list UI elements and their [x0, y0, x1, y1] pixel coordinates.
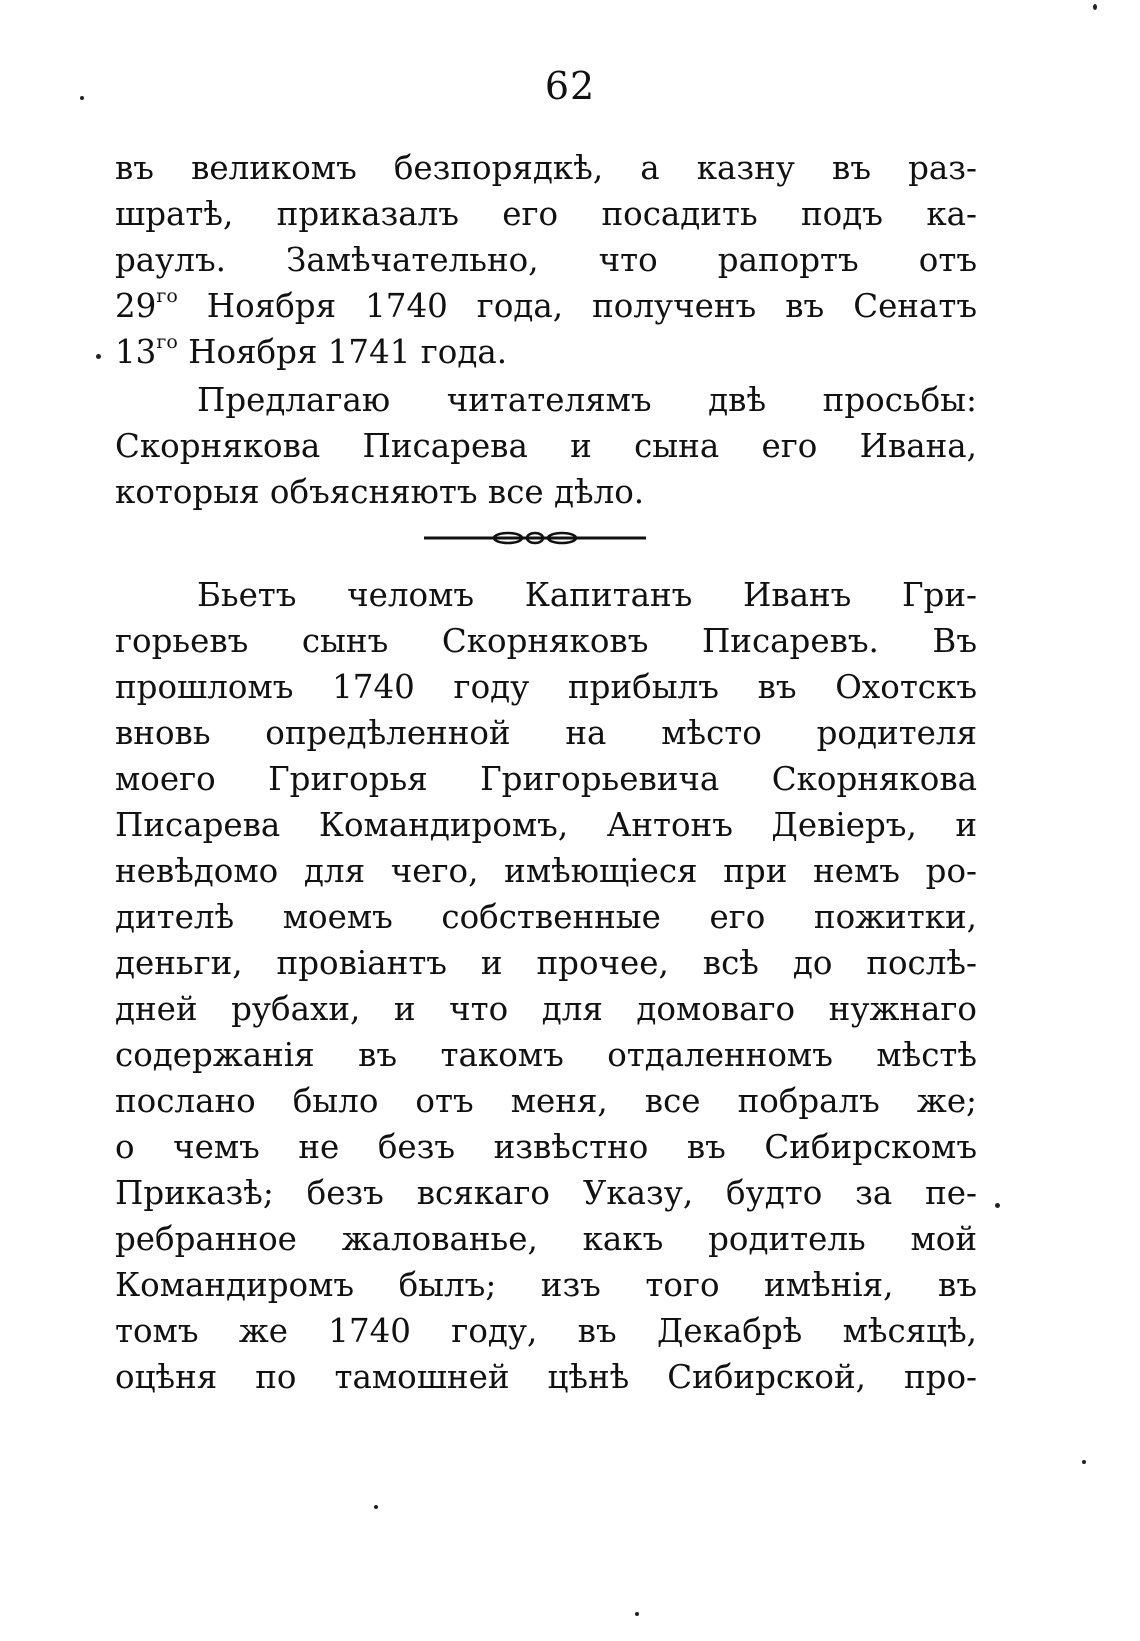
text-line [115, 329, 977, 375]
text-line: содержанія въ такомъ отдаленномъ мѣстѣ [115, 1036, 977, 1074]
text-line: о чемъ не безъ извѣстно въ Сибирскомъ [115, 1128, 977, 1166]
scan-speck [635, 1612, 639, 1616]
scan-speck [1093, 4, 1097, 10]
ordinal-suffix: го [156, 331, 178, 354]
text-line: раулъ. Замѣчательно, что рапортъ отъ [115, 241, 977, 279]
scan-speck [80, 96, 84, 100]
ordinal-number: 13 [115, 333, 157, 371]
text-line: Командиромъ былъ; изъ того имѣнія, въ [115, 1266, 977, 1304]
text-line: шратѣ, приказалъ его посадить подъ ка- [115, 195, 977, 233]
ordinal-suffix: го [156, 285, 178, 308]
page-number: 62 [544, 64, 596, 108]
scan-speck [1082, 1460, 1086, 1464]
text-line: Писарева Командиромъ, Антонъ Девіеръ, и [115, 806, 977, 844]
text-line: прошломъ 1740 году прибылъ въ Охотскъ [115, 668, 977, 706]
text-line: послано было отъ меня, все побралъ же; [115, 1082, 977, 1120]
text-line: которыя объясняютъ все дѣло. [115, 473, 645, 511]
text-line: Приказѣ; безъ всякаго Указу, будто за пе- [115, 1174, 977, 1212]
section-divider-ornament [420, 530, 650, 546]
ordinal-number: 29 [115, 287, 157, 325]
text-line: Бьетъ челомъ Капитанъ Иванъ Гри- [197, 576, 977, 614]
text-line: Предлагаю читателямъ двѣ просьбы: [197, 381, 977, 419]
text-line: томъ же 1740 году, въ Декабрѣ мѣсяцѣ, [115, 1312, 977, 1350]
paragraph-3 [115, 572, 977, 1400]
text-line: Скорнякова Писарева и сына его Ивана, [115, 427, 977, 465]
text-line: ребранное жалованье, какъ родитель мой [115, 1220, 977, 1258]
scan-speck [374, 1505, 378, 1509]
text-line: въ великомъ безпорядкѣ, а казну въ раз- [115, 149, 977, 187]
text-line: дней рубахи, и что для домоваго нужнаго [115, 990, 977, 1028]
text-line: невѣдомо для чего, имѣющіеся при немъ ро- [115, 852, 977, 890]
text-line: дителѣ моемъ собственные его пожитки, [115, 898, 977, 936]
text-line: оцѣня по тамошней цѣнѣ Сибирской, про- [115, 1358, 977, 1396]
paragraph-1 [115, 145, 977, 375]
text-line: вновь опредѣленной на мѣсто родителя [115, 714, 977, 752]
line-remainder: Ноября 1740 года, полученъ въ Сенатъ [177, 287, 977, 325]
scan-speck [995, 1203, 1000, 1208]
text-line [115, 283, 977, 329]
line-remainder: Ноября 1741 года. [177, 333, 508, 371]
scan-speck [96, 354, 101, 359]
text-line: моего Григорья Григорьевича Скорнякова [115, 760, 977, 798]
text-line: деньги, провіантъ и прочее, всѣ до послѣ- [115, 944, 977, 982]
paragraph-2 [115, 377, 977, 515]
text-line: горьевъ сынъ Скорняковъ Писаревъ. Въ [115, 622, 977, 660]
